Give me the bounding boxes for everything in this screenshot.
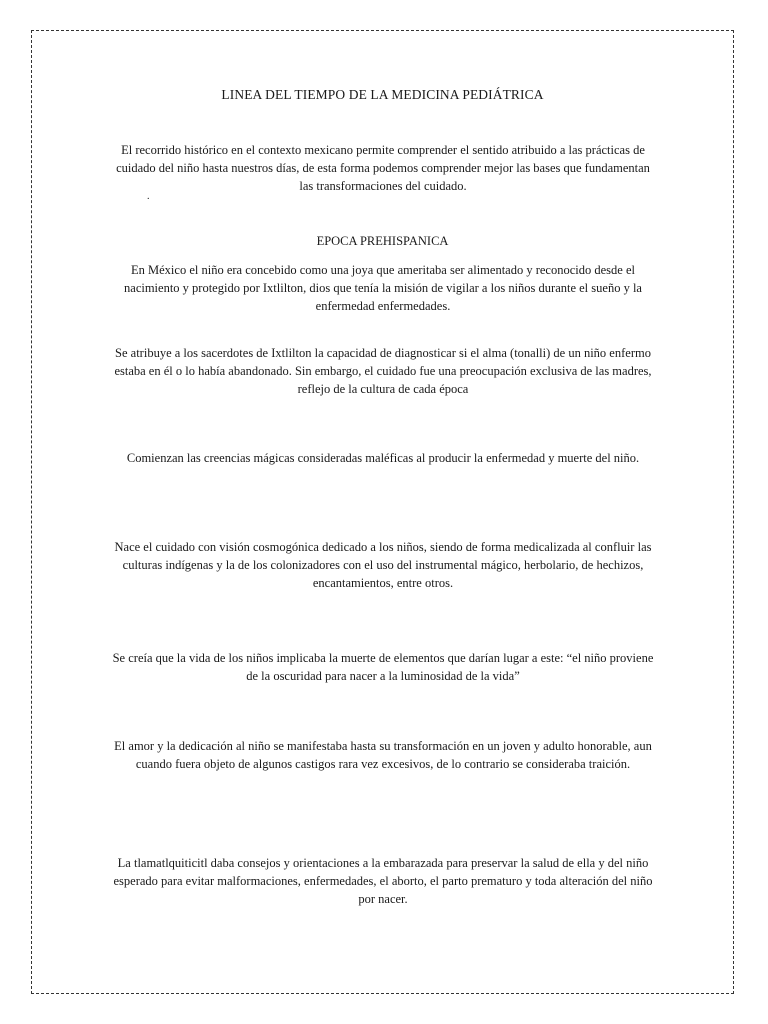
paragraph-7: La tlamatlquiticitl daba consejos y orientaciones a la embarazada para preservar la salud de ella y del niño esperado para evitar malformaciones, enfermedades, el aborto, el parto prematuro y toda alteración del niño por nacer.: [113, 856, 653, 906]
paragraph-6: El amor y la dedicación al niño se manifestaba hasta su transformación en un joven y adulto honorable, aun cuando fuera objeto de algunos castigos rara vez excesivos, de lo contrario se consideraba traición.: [114, 739, 652, 771]
paragraph-5: Se creía que la vida de los niños implicaba la muerte de elementos que darían lugar a este: “el niño proviene de la oscuridad para nacer a la luminosidad de la vida”: [112, 651, 654, 683]
paragraph-4: Nace el cuidado con visión cosmogónica dedicado a los niños, siendo de forma medicalizada al confluir las culturas indígenas y la de los colonizadores con el uso del instrumental mágico, herbolario, de hechizos, encantamientos, entre otros.: [114, 540, 652, 590]
document-title: LINEA DEL TIEMPO DE LA MEDICINA PEDIÁTRICA: [221, 87, 544, 102]
document-page: [31, 30, 734, 994]
paragraph-1: En México el niño era concebido como una joya que ameritaba ser alimentado y reconocido desde el nacimiento y protegido por Ixtlilton, dios que tenía la misión de vigilar a los niños durante el sueño y la enfermedad enfermedades.: [124, 263, 642, 313]
intro-paragraph: El recorrido histórico en el contexto mexicano permite comprender el sentido atribuido a las prácticas de cuidado del niño hasta nuestros días, de esta forma podemos comprender mejor las bases que fundamentan las transformaciones del cuidado.: [116, 143, 650, 193]
paragraph-3: Comienzan las creencias mágicas consideradas maléficas al producir la enfermedad y muerte del niño.: [126, 451, 640, 465]
section-heading: EPOCA PREHISPANICA: [316, 234, 449, 248]
stray-mark: .: [147, 191, 150, 202]
paragraph-2: Se atribuye a los sacerdotes de Ixtlilton la capacidad de diagnosticar si el alma (tonalli) de un niño enfermo estaba en él o lo había abandonado. Sin embargo, el cuidado fue una preocupación exclusiva de las madres, reflejo de la cultura de cada época: [114, 346, 652, 396]
